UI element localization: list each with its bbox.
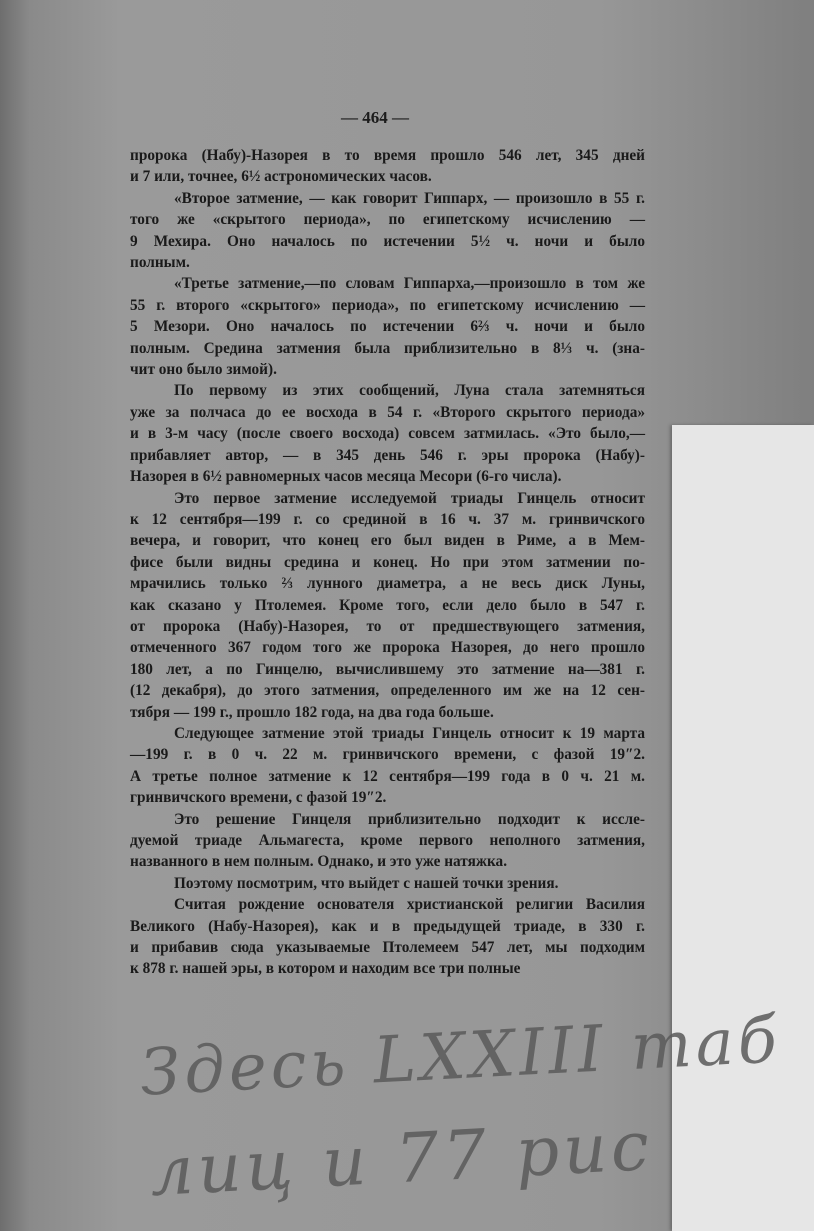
text-line: вечера, и говорит, что конец его был виден в Риме, а в Мем- — [130, 532, 645, 550]
text-line: По первому из этих сообщений, Луна стала затемняться — [174, 382, 645, 400]
text-line: пророка (Набу)-Назорея в то время прошло 546 лет, 345 дней — [130, 147, 645, 164]
text-line: прибавляет автор, — в 345 день 546 г. эры пророка (Набу)- — [130, 446, 645, 464]
paragraph — [130, 488, 645, 723]
text-line: Это решение Гинцеля приблизительно подходит к иссле- — [174, 810, 645, 828]
text-line: к 12 сентября—199 г. со срединой в 16 ч. 37 м. гринвичского — [130, 510, 645, 528]
paragraph — [130, 723, 645, 809]
text-line: Считая рождение основателя христианской религии Василия — [174, 896, 645, 914]
text-line: к 878 г. нашей эры, в котором и находим все три полные — [130, 960, 521, 978]
text-line: мрачились только ⅔ лунного диаметра, а не весь диск Луны, — [130, 575, 645, 593]
text-line: «Второе затмение, — как говорит Гиппарх, — произошло в 55 г. — [174, 189, 645, 207]
text-line: 5 Мезори. Оно началось по истечении 6⅔ ч. ночи и было — [130, 318, 645, 336]
text-line: от пророка (Набу)-Назорея, то от предшествующего затмения, — [130, 617, 645, 635]
text-line: Назорея в 6½ равномерных часов месяца Месори (6-го числа). — [130, 468, 562, 486]
text-line: 180 лет, а по Гинцелю, вычислившему это затмение на—381 г. — [130, 660, 645, 678]
paragraph — [130, 873, 645, 894]
handwritten-note-line-2: лиц и 77 рис — [148, 1106, 655, 1213]
paragraph — [130, 273, 645, 380]
paragraph — [130, 809, 645, 873]
text-line: —199 г. в 0 ч. 22 м. гринвичского времени, с фазой 19″2. — [130, 746, 645, 764]
inserted-paper-strip — [672, 425, 814, 1231]
text-line: А третье полное затмение к 12 сентября—199 года в 0 ч. 21 м. — [130, 767, 645, 785]
text-line: 55 г. второго «скрытого» периода», по египетскому исчислению — — [130, 296, 645, 314]
paragraph — [130, 145, 645, 188]
text-line: того же «скрытого периода», по египетскому исчислению — — [130, 211, 645, 229]
text-line: и в 3-м часу (после своего восхода) совсем затмилась. «Это было,— — [130, 425, 645, 443]
text-line: тября — 199 г., прошло 182 года, на два года больше. — [130, 703, 494, 721]
text-line: (12 декабря), до этого затмения, определенного им же на 12 сен- — [130, 682, 645, 700]
text-line: названного в нем полным. Однако, и это уже натяжка. — [130, 853, 508, 871]
text-line: как сказано у Птолемея. Кроме того, если дело было в 547 г. — [130, 596, 645, 614]
page-number: — 464 — — [341, 108, 409, 127]
text-line: и прибавив сюда указываемые Птолемеем 547 лет, мы подходим — [130, 939, 645, 957]
text-line: «Третье затмение,—по словам Гиппарха,—произошло в том же — [174, 275, 645, 293]
text-line: Следующее затмение этой триады Гинцель относит к 19 марта — [174, 724, 645, 742]
text-line: и 7 или, точнее, 6½ астрономических часов. — [130, 168, 432, 186]
text-line: Великого (Набу-Назорея), как и в предыдущей триаде, в 330 г. — [130, 917, 645, 935]
text-line: чит оно было зимой). — [130, 361, 277, 379]
text-line: 9 Мехира. Оно началось по истечении 5½ ч. ночи и было — [130, 232, 645, 250]
text-line: отмеченного 367 годом того же пророка Назорея, до него прошло — [130, 639, 645, 657]
paragraph — [130, 188, 645, 274]
text-line: уже за полчаса до ее восхода в 54 г. «Второго скрытого периода» — [130, 403, 645, 421]
text-line: полным. — [130, 254, 190, 272]
text-line: фисе были видны средина и конец. Но при этом затмении по- — [130, 553, 645, 571]
handwritten-note-line-1: Здесь LXXIII таб — [138, 1003, 783, 1111]
paragraph — [130, 380, 645, 487]
text-line: Это первое затмение исследуемой триады Гинцель относит — [174, 489, 645, 507]
text-line: полным. Средина затмения была приблизительно в 8⅓ ч. (зна- — [130, 339, 645, 357]
text-line: гринвичского времени, с фазой 19″2. — [130, 789, 387, 807]
text-line: дуемой триаде Альмагеста, кроме первого неполного затмения, — [130, 832, 645, 849]
text-line: Поэтому посмотрим, что выйдет с нашей точки зрения. — [174, 874, 559, 892]
body-text — [130, 145, 645, 980]
paragraph — [130, 894, 645, 980]
